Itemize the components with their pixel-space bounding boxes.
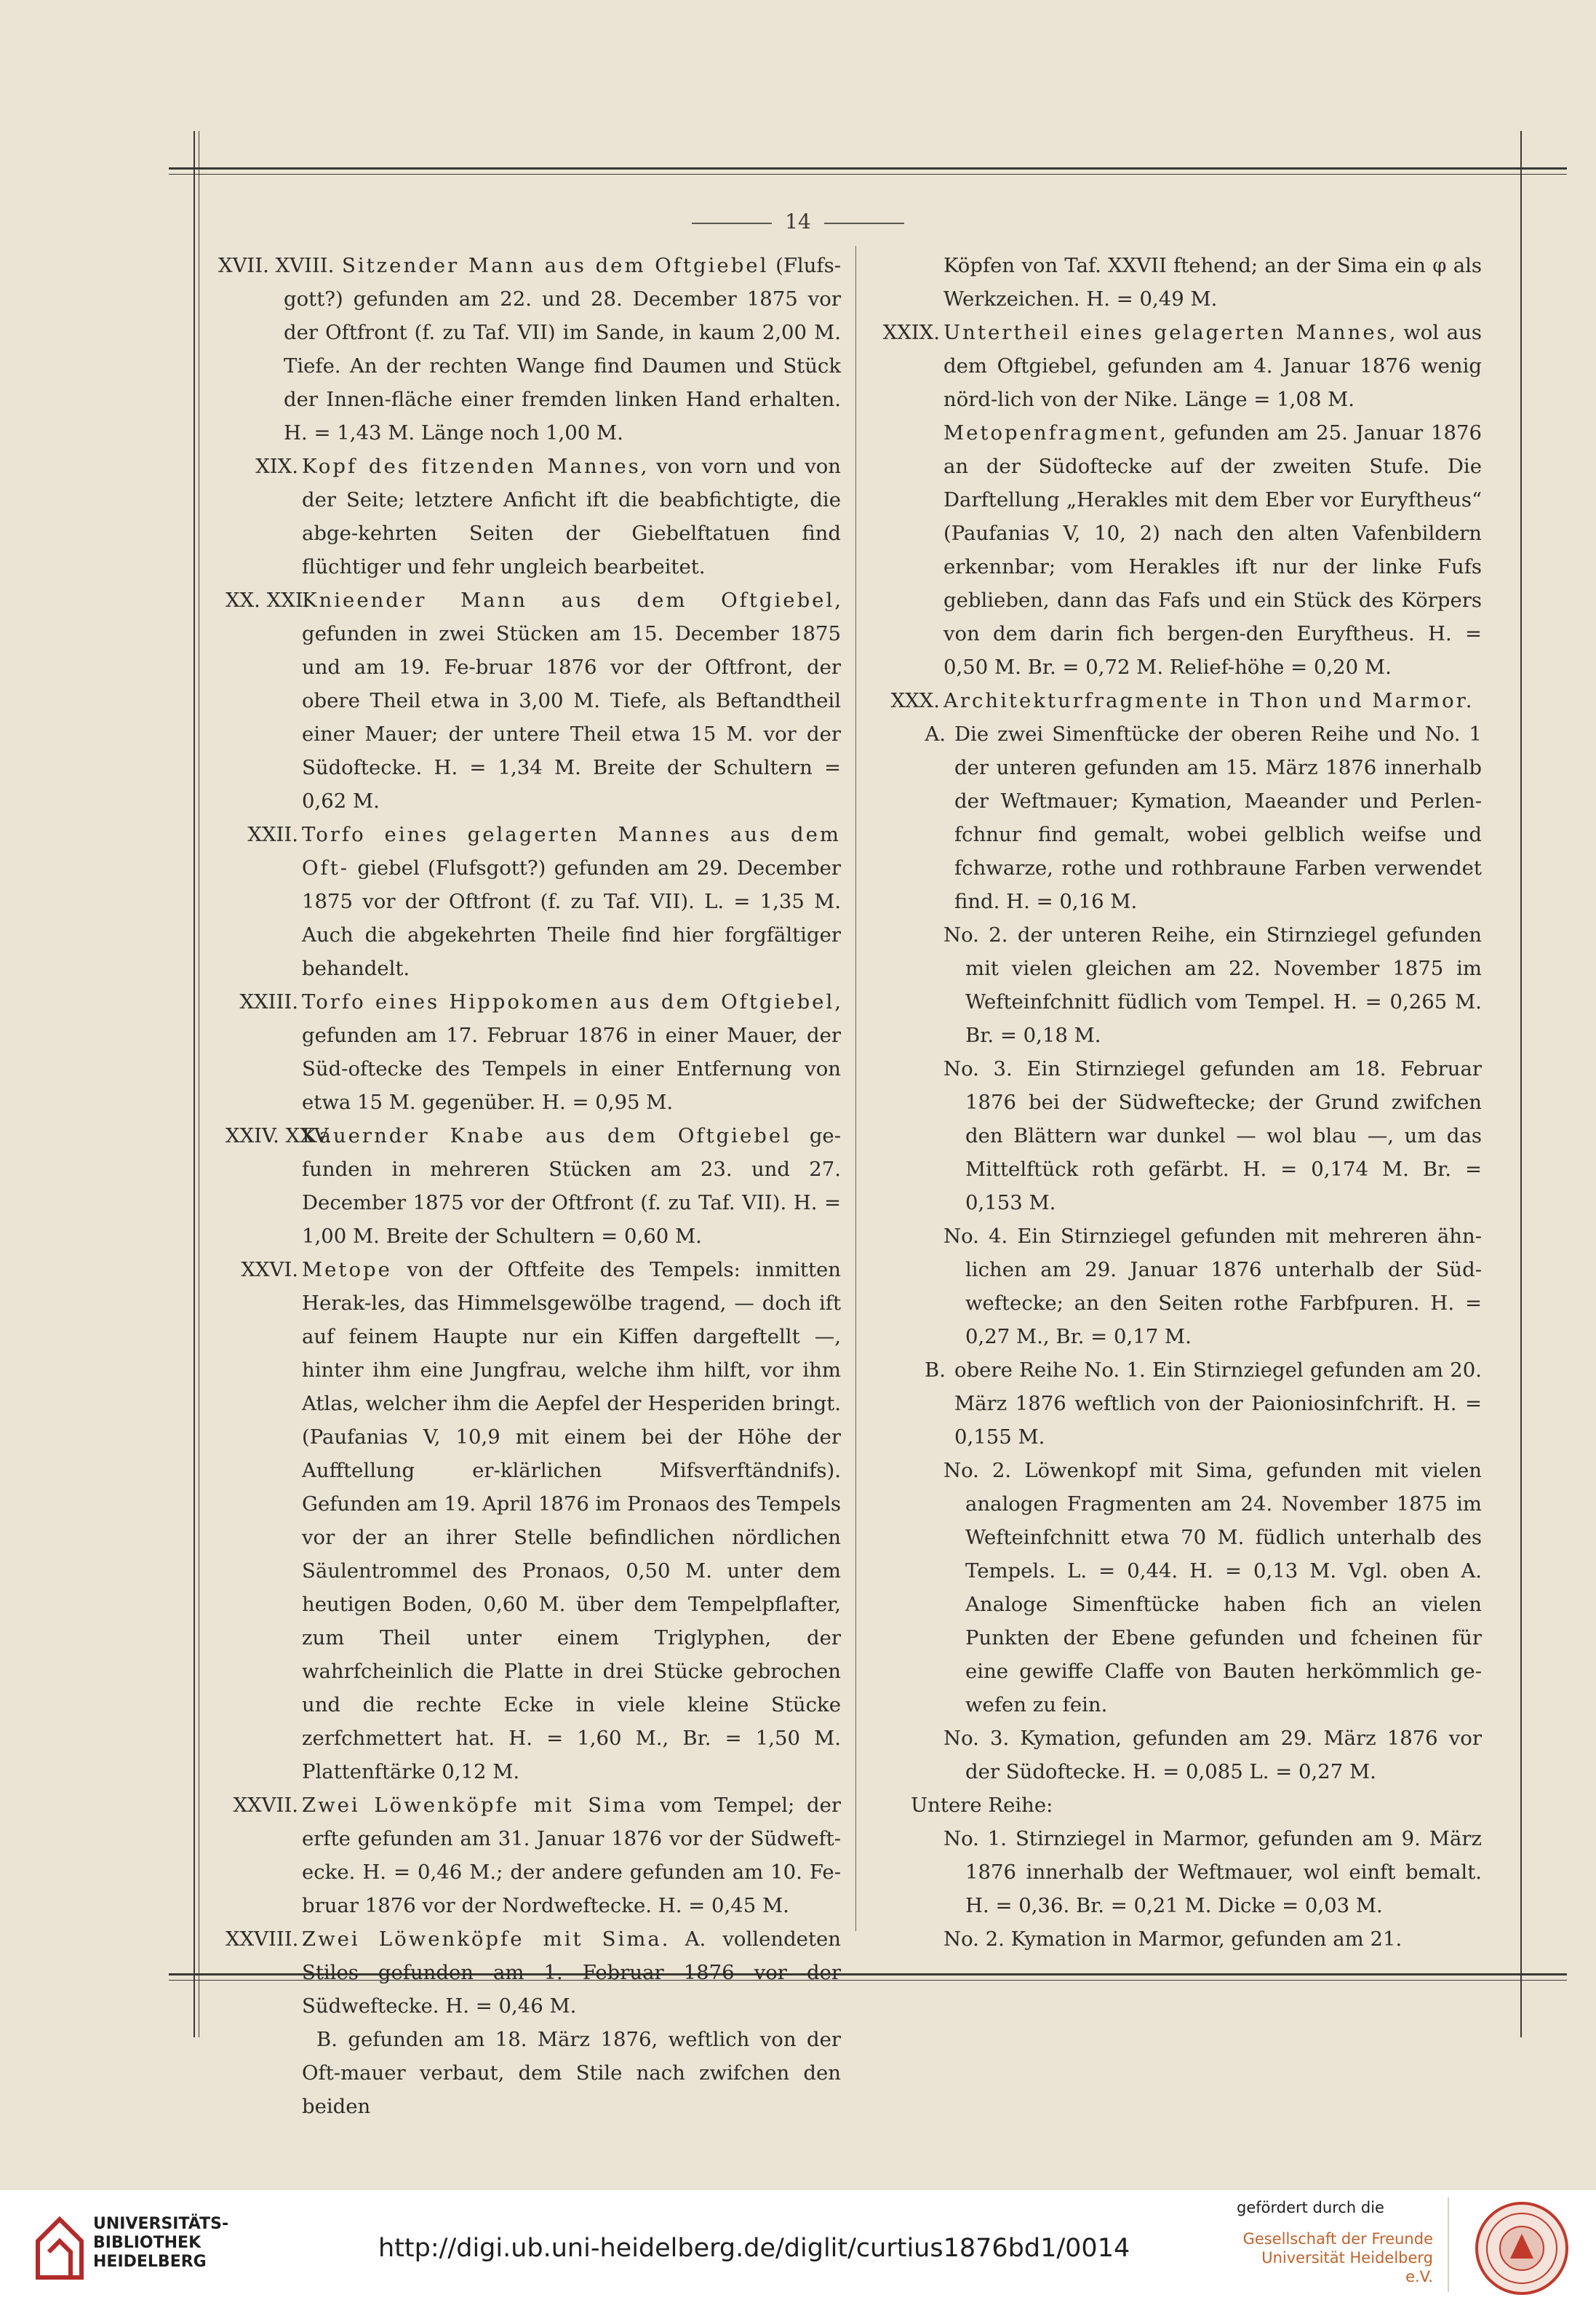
society-name: Gesellschaft der Freunde Universität Heidelberg e.V. [1242, 2230, 1433, 2285]
frame-top-rule [169, 167, 1567, 170]
frame-left-rule [193, 131, 195, 2037]
catalog-entry: XXIV. XXV. Kauernder Knabe aus dem Oftgiebel ge-funden in mehreren Stücken am 23. und 27. December 1875 vor der Oftfront (f. zu Taf. VII). H. = 1,00 M. Breite der Schultern = 0,60 M. [226, 1124, 841, 1248]
sub-entry: No. 3. Kymation, gefunden am 29. März 1876 vor der Südoftecke. H. = 0,085 L. = 0,27 M. [943, 1727, 1482, 1783]
funded-by-label: gefördert durch die [1237, 2199, 1384, 2216]
catalog-entry: XXII. Torfo eines gelagerten Mannes aus dem Oft- giebel (Flufsgott?) gefunden am 29. December 1875 vor der Oftfront (f. zu Taf. VII). L. = 1,35 M. Auch die abgekehrten Theile find hier forgfältiger behandelt. [247, 823, 841, 980]
sub-entry: No. 2. der unteren Reihe, ein Stirnziegel gefunden mit vielen gleichen am 22. November 1875 im Wefteinfchnitt füdlich vom Tempel. H. = 0,265 M. Br. = 0,18 M. [943, 923, 1482, 1047]
sub-heading: Untere Reihe: [911, 1794, 1053, 1817]
frame-right-rule [1520, 131, 1522, 2037]
sub-entry: No. 2. Kymation in Marmor, gefunden am 21. [943, 1927, 1403, 1951]
catalog-entry-continuation: B. gefunden am 18. März 1876, weftlich von der Oft-mauer verbaut, dem Stile nach zwifchen den beiden [302, 2028, 841, 2118]
library-logo-icon [31, 2212, 89, 2285]
sub-entry: No. 3. Ein Stirnziegel gefunden am 18. Februar 1876 bei der Südweftecke; der Grund zwifchen den Blättern war dunkel — wol blau —, um das Mittelftück roth gefärbt. H. = 0,174 M. Br. = 0,153 M. [943, 1057, 1482, 1214]
catalog-entry: XIX. Kopf des fitzenden Mannes, von vorn und von der Seite; letztere Anficht ift die beabfichtigte, die abge-kehrten Seiten der Giebelftatuen find flüchtiger und fehr ungleich bearbeitet. [255, 455, 841, 578]
catalog-entry: Metopenfragment, gefunden am 25. Januar 1876 an der Südoftecke auf der zweiten Stufe. Die Darftellung „Herakles mit dem Eber vor Euryftheus“ (Paufanias V, 10, 2) nach den alten Vafenbildern erkennbar; vom Herakles ift nur der linke Fufs geblieben, dann das Fafs und ein Stück des Körpers von dem darin fich bergen-den Euryftheus. H. = 0,50 M. Br. = 0,72 M. Relief-höhe = 0,20 M. [943, 421, 1482, 679]
left-column [218, 249, 842, 2123]
sub-entry: No. 2. Löwenkopf mit Sima, gefunden mit vielen analogen Fragmenten am 24. November 1875 im Wefteinfchnitt etwa 70 M. füdlich unterhalb des Tempels. L. = 0,44. H. = 0,13 M. Vgl. oben A. Analoge Simenftücke haben fich an vielen Punkten der Ebene gefunden und fcheinen für eine gewiffe Claffe von Bauten herkömmlich ge-wefen zu fein. [943, 1459, 1482, 1716]
library-name: UNIVERSITÄTS- BIBLIOTHEK HEIDELBERG [93, 2215, 229, 2271]
sub-entry: No. 1. Stirnziegel in Marmor, gefunden am 9. März 1876 innerhalb der Weftmauer, wol einft bemalt. H. = 0,36. Br. = 0,21 M. Dicke = 0,03 M. [943, 1827, 1482, 1917]
right-column [867, 249, 1482, 1956]
document-url-link[interactable]: http://digi.ub.uni-heidelberg.de/diglit/curtius1876bd1/0014 [378, 2234, 1130, 2263]
catalog-entry: XXX. Architekturfragmente in Thon und Marmor. [890, 689, 1475, 712]
frame-top-rule-thin [169, 174, 1567, 175]
page-number: 14 [0, 210, 1596, 234]
catalog-entry: XXVI. Metope von der Oftfeite des Tempels: inmitten Herak-les, das Himmelsgewölbe tragend, — doch ift auf feinem Haupte nur ein Kiffen dargeftellt —, hinter ihm eine Jungfrau, welche ihm hilft, vor ihm Atlas, welcher ihm die Aepfel der Hesperiden bringt. (Paufanias V, 10,9 mit einem bei der Höhe der Aufftellung er-klärlichen Mifsverftändnifs). Gefunden am 19. April 1876 im Pronaos des Tempels vor der an ihrer Stelle befindlichen nördlichen Säulentrommel des Pronaos, 0,50 M. unter dem heutigen Boden, 0,60 M. über dem Tempelpflafter, zum Theil unter einem Triglyphen, der wahrfcheinlich die Platte in drei Stücke gebrochen und die rechte Ecke in viele kleine Stücke zerfchmettert hat. H. = 1,60 M., Br. = 1,50 M. Plattenftärke 0,12 M. [241, 1258, 841, 1783]
catalog-entry: XXVIII. Zwei Löwenköpfe mit Sima. A. vollendeten Stiles gefunden am 1. Februar 1876 vor der Südweftecke. H. = 0,46 M. [226, 1927, 841, 2018]
catalog-entry: XXIII. Torfo eines Hippokomen aus dem Oftgiebel, gefunden am 17. Februar 1876 in einer Mauer, der Süd-oftecke des Tempels in einer Entfernung von etwa 15 M. gegenüber. H. = 0,95 M. [239, 990, 841, 1114]
column-divider [855, 246, 856, 1931]
footer-divider [1448, 2197, 1449, 2292]
catalog-entry: XXIX. Untertheil eines gelagerten Mannes, wol aus dem Oftgiebel, gefunden am 4. Januar 1876 wenig nörd-lich von der Nike. Länge = 1,08 M. [882, 321, 1482, 411]
catalog-entry-continuation: Köpfen von Taf. XXVII ftehend; an der Sima ein φ als Werkzeichen. H. = 0,49 M. [943, 254, 1482, 311]
university-seal-icon [1474, 2200, 1570, 2296]
sub-entry: No. 4. Ein Stirnziegel gefunden mit mehreren ähn-lichen am 29. Januar 1876 unterhalb der Süd-weftecke; an den Seiten rothe Farbfpuren. H. = 0,27 M., Br. = 0,17 M. [943, 1225, 1482, 1348]
sub-entry: A. Die zwei Simenftücke der oberen Reihe und No. 1 der unteren gefunden am 15. März 1876 innerhalb der Weftmauer; Kymation, Maeander und Perlen-fchnur find gemalt, wobei gelblich weifse und fchwarze, rothe und rothbraune Farben verwendet find. H. = 0,16 M. [925, 723, 1482, 913]
sub-entry: B. obere Reihe No. 1. Ein Stirnziegel gefunden am 20. März 1876 weftlich von der Paioniosinfchrift. H. = 0,155 M. [925, 1358, 1482, 1449]
catalog-entry: XXVII. Zwei Löwenköpfe mit Sima vom Tempel; der erfte gefunden am 31. Januar 1876 vor der Südweft-ecke. H. = 0,46 M.; der andere gefunden am 10. Fe-bruar 1876 vor der Nordweftecke. H. = 0,45 M. [233, 1794, 841, 1917]
catalog-entry: XX. XXI. Knieender Mann aus dem Oftgiebel, gefunden in zwei Stücken am 15. December 1875 und am 19. Fe-bruar 1876 vor der Oftfront, der obere Theil etwa in 3,00 M. Tiefe, als Beftandtheil einer Mauer; der untere Theil etwa 15 M. vor der Südoftecke. H. = 1,34 M. Breite der Schultern = 0,62 M. [226, 589, 841, 813]
catalog-entry: XVII. XVIII. Sitzender Mann aus dem Oftgiebel (Flufs-gott?) gefunden am 22. und 28. December 1875 vor der Oftfront (f. zu Taf. VII) im Sande, in kaum 2,00 M. Tiefe. An der rechten Wange find Daumen und Stück der Innen-fläche einer fremden linken Hand erhalten. H. = 1,43 M. Länge noch 1,00 M. [218, 254, 842, 445]
